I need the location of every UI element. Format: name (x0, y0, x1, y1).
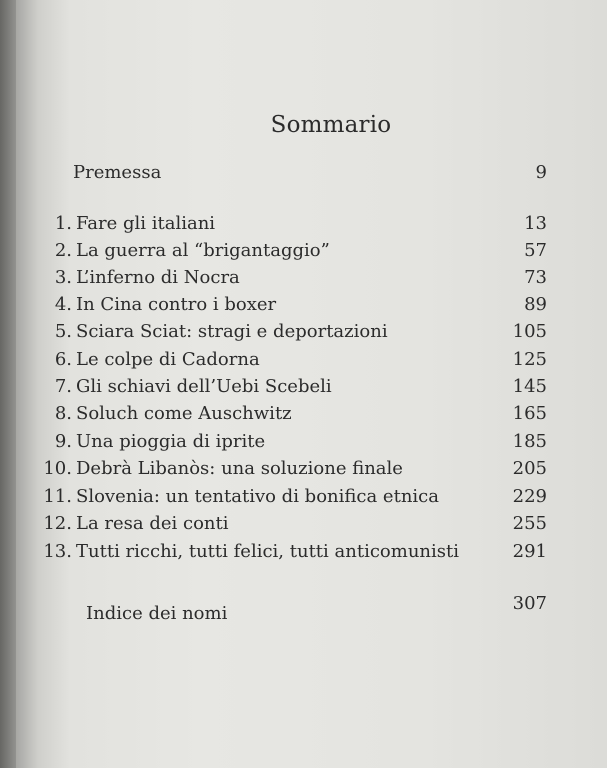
page-title: Sommario (270, 112, 392, 138)
chapter-title: La resa dei conti (76, 513, 229, 534)
toc-row (0, 264, 607, 291)
toc-row (0, 318, 607, 345)
chapter-page: 165 (512, 403, 547, 424)
chapter-title: In Cina contro i boxer (76, 294, 277, 315)
chapter-number: 4. (54, 294, 72, 315)
chapter-page: 105 (512, 321, 547, 342)
toc-intro-title: Premessa (73, 162, 162, 183)
chapter-title: L’inferno di Nocra (76, 267, 240, 288)
chapter-number: 5. (54, 321, 72, 342)
chapter-page: 205 (512, 458, 547, 479)
chapter-number: 11. (43, 486, 72, 507)
chapter-page: 13 (524, 213, 547, 234)
toc-row (0, 373, 607, 400)
chapter-page: 185 (512, 431, 547, 452)
toc-row (0, 510, 607, 537)
toc-intro-page: 9 (535, 162, 547, 183)
chapter-title: Le colpe di Cadorna (76, 349, 260, 370)
chapter-title: Fare gli italiani (76, 213, 216, 234)
chapter-page: 125 (512, 349, 547, 370)
toc-row (0, 346, 607, 373)
toc-index-row (0, 590, 607, 624)
chapter-number: 8. (54, 403, 72, 424)
toc-row (0, 483, 607, 510)
chapter-number: 6. (54, 349, 72, 370)
chapter-number: 2. (54, 240, 72, 261)
chapter-page: 145 (512, 376, 547, 397)
toc-row (0, 210, 607, 237)
chapter-page: 89 (524, 294, 547, 315)
chapter-page: 291 (512, 541, 547, 562)
chapter-title: Sciara Sciat: stragi e deportazioni (76, 321, 388, 342)
chapter-title: Debrà Libanòs: una soluzione finale (76, 458, 403, 479)
toc-row (0, 400, 607, 427)
chapter-title: Tutti ricchi, tutti felici, tutti anticomunisti (76, 541, 459, 562)
toc-intro-row (0, 159, 607, 186)
chapter-number: 10. (43, 458, 72, 479)
chapter-number: 1. (54, 213, 72, 234)
chapter-title: Una pioggia di iprite (76, 431, 266, 452)
toc-row (0, 237, 607, 264)
toc-row (0, 428, 607, 455)
chapter-title: Soluch come Auschwitz (76, 403, 292, 424)
toc-row (0, 538, 607, 565)
toc-index-title: Indice dei nomi (86, 603, 228, 624)
chapter-number: 13. (43, 541, 72, 562)
chapter-page: 255 (512, 513, 547, 534)
chapter-title: La guerra al “brigantaggio” (76, 240, 330, 261)
chapter-number: 3. (54, 267, 72, 288)
toc-row (0, 455, 607, 482)
toc-index-page: 307 (512, 593, 547, 614)
toc-row (0, 291, 607, 318)
chapter-page: 73 (524, 267, 547, 288)
chapter-title: Slovenia: un tentativo di bonifica etnica (76, 486, 439, 507)
chapter-number: 7. (54, 376, 72, 397)
chapter-number: 9. (54, 431, 72, 452)
chapter-number: 12. (43, 513, 72, 534)
chapter-title: Gli schiavi dell’Uebi Scebeli (76, 376, 332, 397)
chapter-page: 57 (524, 240, 547, 261)
chapter-page: 229 (512, 486, 547, 507)
